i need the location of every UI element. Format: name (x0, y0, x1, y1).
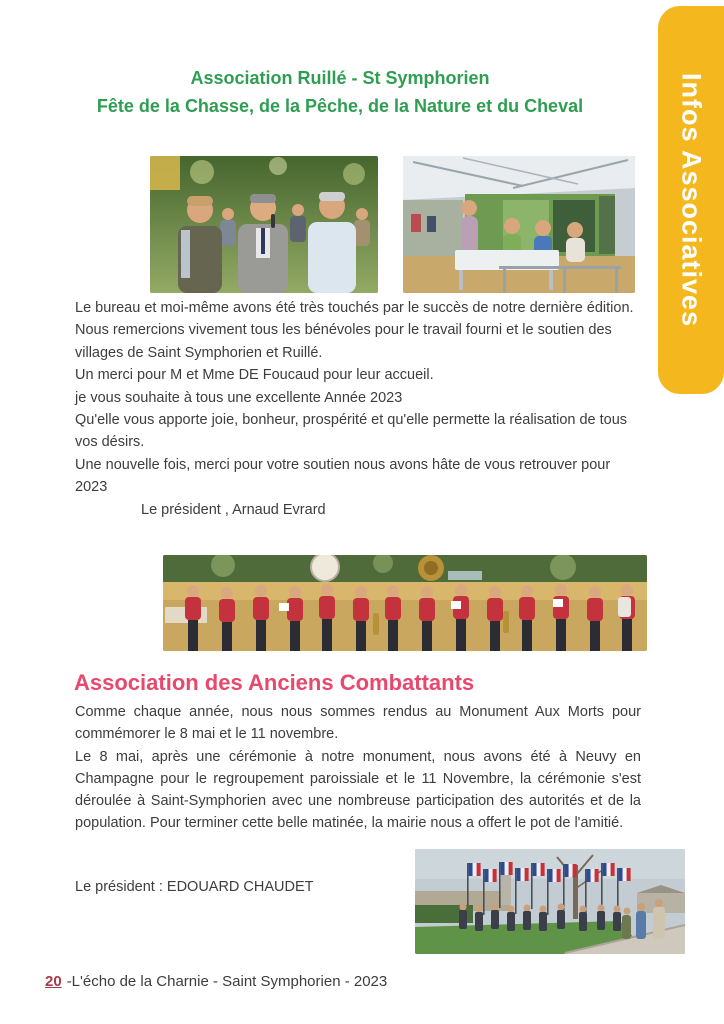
paragraph-line: Comme chaque année, nous nous sommes rendus au Monument Aux Morts pour commémorer le 8 mai et le 11 novembre. (75, 704, 641, 743)
president-signature-ruille: Le président , Arnaud Evrard (141, 501, 326, 518)
paragraph-line: Qu'elle vous apporte joie, bonheur, prospérité et qu'elle permette la réalisation de tous vos désirs. (75, 412, 628, 451)
anciens-combattants-paragraph (75, 701, 641, 835)
paragraph-line: Nous remercions vivement tous les bénévoles pour le travail fourni et le soutien des villages de Saint Symphorien et Ruillé. (75, 322, 612, 361)
section-title-line-1: Association Ruillé - St Symphorien (190, 68, 490, 88)
photo-brass-band (163, 555, 647, 651)
paragraph-line: Une nouvelle fois, merci pour votre soutien nous avons hâte de vous retrouver pour 2023 (75, 456, 611, 496)
paragraph-line: Le bureau et moi-même avons été très touchés par le succès de notre dernière édition. (75, 300, 634, 316)
paragraph-line: je vous souhaite à tous une excellente Année 2023 (75, 389, 403, 406)
photo-marquee-stand (403, 156, 635, 293)
ruille-paragraph (75, 297, 645, 521)
paragraph-line: Un merci pour M et Mme DE Foucaud pour leur accueil. (75, 367, 434, 384)
section-title-anciens-combattants: Association des Anciens Combattants (74, 670, 475, 696)
photo-speech-crowd (150, 156, 378, 293)
side-tab-label: Infos Associatives (676, 72, 707, 328)
section-title-ruille (28, 64, 652, 120)
paragraph-line: Le 8 mai, après une cérémonie à notre monument, nous avons été à Neuvy en Champagne pour le regroupement paroissiale et le 11 Novembre, la cérémonie s'est déroulée à Saint-Symphorien avec une nombreuse participation des autorités et de la population. Pour terminer cette belle matinée, la mairie nous a offert le pot de l'amitié. (75, 748, 641, 832)
photo-memorial-ceremony (415, 849, 685, 954)
footer-text: -L'écho de la Charnie - Saint Symphorien - 2023 (66, 973, 388, 990)
president-signature-combattants: Le président : EDOUARD CHAUDET (75, 878, 314, 895)
side-tab-infos-associatives[interactable] (658, 6, 724, 394)
page-number: 20 (45, 973, 62, 990)
page-footer (45, 973, 387, 990)
section-title-line-2: Fête de la Chasse, de la Pêche, de la Nature et du Cheval (96, 96, 584, 116)
